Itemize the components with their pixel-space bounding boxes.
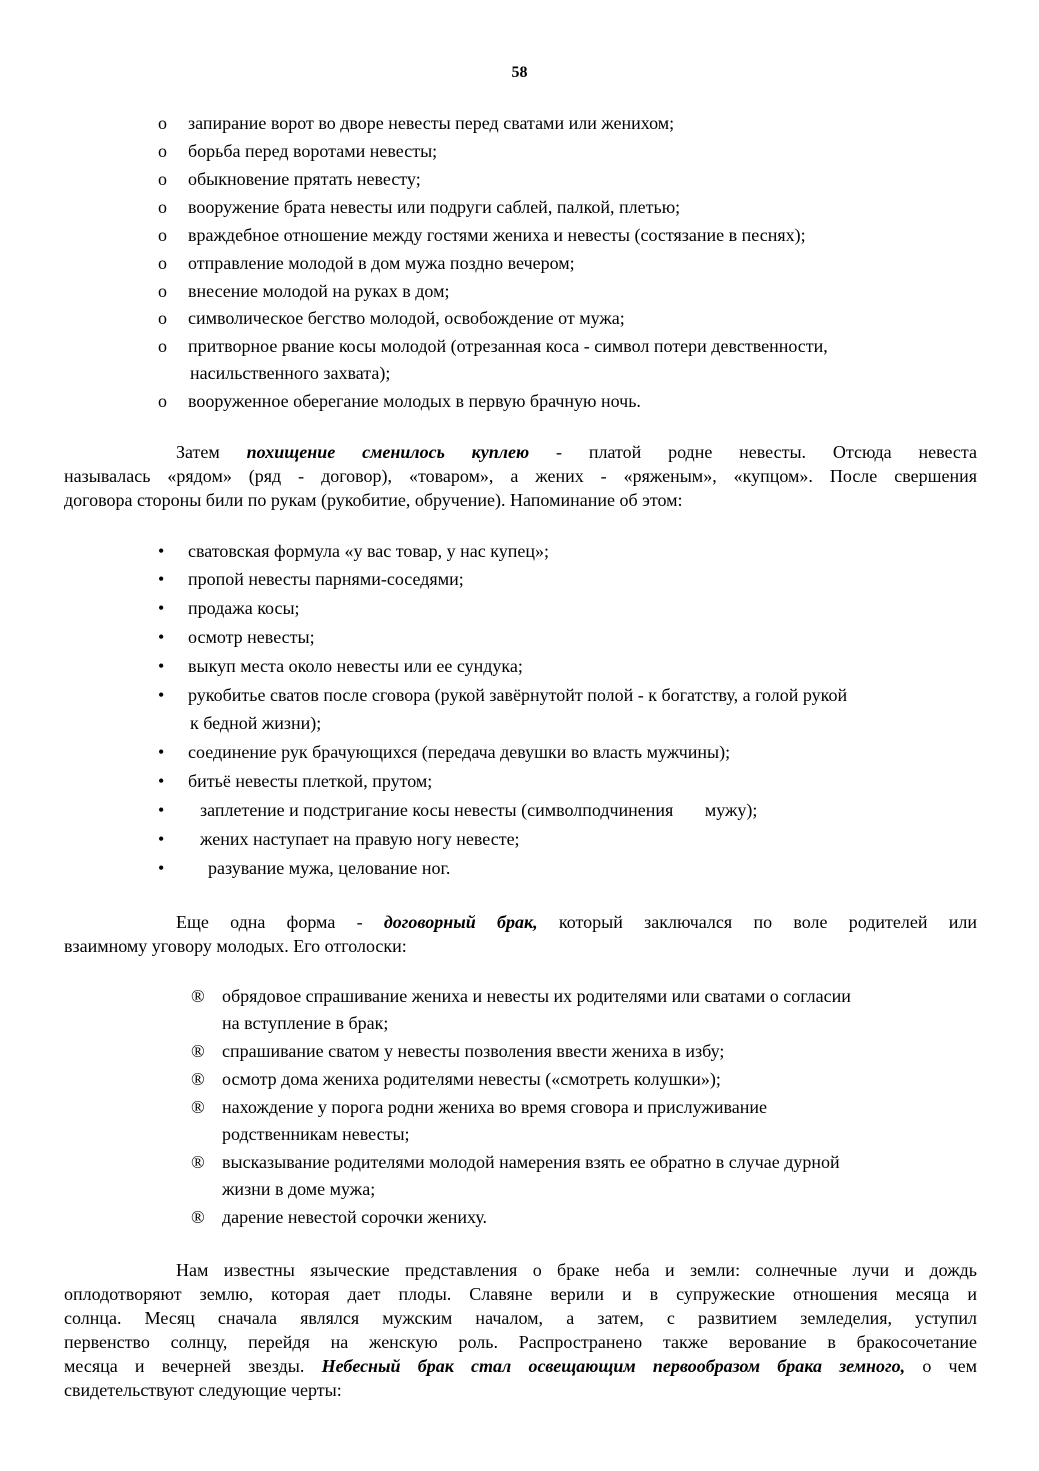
- paragraph: [64, 440, 977, 512]
- list-marker: o: [158, 281, 167, 301]
- list-marker: •: [158, 541, 165, 561]
- list-marker: o: [158, 391, 167, 411]
- list-item-text: заплетение и подстригание косы невесты (символподчинения мужу);: [200, 800, 758, 820]
- list-item-text: вооруженное оберегание молодых в первую брачную ночь.: [188, 391, 641, 411]
- list-item-continuation: родственникам невесты;: [222, 1124, 410, 1144]
- list-marker: •: [158, 829, 165, 849]
- list-marker: o: [158, 253, 167, 273]
- list-marker: ®: [191, 1207, 205, 1227]
- list-marker: •: [158, 858, 165, 878]
- paragraph-line: солнца. Месяц сначала являлся мужским началом, а затем, с развитием земледелия, уступил: [64, 1308, 977, 1328]
- paragraph-line: первенство солнцу, перейдя на женскую роль. Распространено также верование в бракосочетание: [64, 1332, 977, 1352]
- list-item-text: обыкновение прятать невесту;: [188, 169, 421, 189]
- list-marker: ®: [191, 1041, 205, 1061]
- list-item-text: запирание ворот во дворе невесты перед сватами или женихом;: [188, 113, 675, 133]
- list-item-text: осмотр невесты;: [188, 627, 315, 647]
- list-item-text: вооружение брата невесты или подруги саблей, палкой, плетью;: [188, 197, 681, 217]
- list-item-text: нахождение у порога родни жениха во время сговора и прислуживание: [222, 1097, 767, 1117]
- text-run: который заключался по воле родителей или: [537, 912, 977, 932]
- paragraph: [64, 910, 977, 958]
- list-item-continuation: на вступление в брак;: [222, 1013, 389, 1033]
- paragraph-line: оплодотворяют землю, которая дает плоды. Славяне верили и в супружеские отношения месяца и: [64, 1284, 977, 1304]
- list-marker: •: [158, 627, 165, 647]
- list-item-text: отправление молодой в дом мужа поздно вечером;: [188, 253, 575, 273]
- list-marker: o: [158, 113, 167, 133]
- list-item-text: продажа косы;: [188, 598, 300, 618]
- list-item-text: соединение рук брачующихся (передача девушки во власть мужчины);: [188, 742, 731, 762]
- list-item-text: притворное рвание косы молодой (отрезанная коса - символ потери девственности,: [188, 336, 828, 356]
- emphasis-text: договорный брак,: [383, 912, 538, 932]
- list-marker: ®: [191, 1069, 205, 1089]
- list-item-text: спрашивание сватом у невесты позволения ввести жениха в избу;: [222, 1041, 725, 1061]
- list-item-text: враждебное отношение между гостями жениха и невесты (состязание в песнях);: [188, 225, 806, 245]
- list-item-text: обрядовое спрашивание жениха и невесты их родителями или сватами о согласии: [222, 986, 851, 1006]
- text-run: Еще одна форма -: [176, 912, 384, 932]
- emphasis-text: похищение сменилось куплею: [246, 442, 530, 462]
- list-marker: •: [158, 569, 165, 589]
- list-item-text: борьба перед воротами невесты;: [188, 141, 438, 161]
- list-item-text: внесение молодой на руках в дом;: [188, 281, 450, 301]
- text-run: месяца и вечерней звезды.: [64, 1356, 322, 1376]
- list-marker: •: [158, 656, 165, 676]
- paragraph-line: Нам известны языческие представления о браке неба и земли: солнечные лучи и дождь: [176, 1260, 977, 1280]
- list-item-text: рукобитье сватов после сговора (рукой завёрнутойт полой - к богатству, а голой рукой: [188, 685, 848, 705]
- list-item-text: дарение невестой сорочки жениху.: [222, 1207, 488, 1227]
- paragraph: [64, 1258, 977, 1402]
- list-item-continuation: жизни в доме мужа;: [222, 1179, 376, 1199]
- list-item-text: осмотр дома жениха родителями невесты («смотреть колушки»);: [222, 1069, 721, 1089]
- paragraph-line: [64, 440, 977, 464]
- emphasis-text: Небесный брак стал освещающим первообразом брака земного,: [321, 1356, 906, 1376]
- list-item-continuation: к бедной жизни);: [190, 713, 322, 733]
- list-marker: o: [158, 197, 167, 217]
- list-marker: o: [158, 336, 167, 356]
- list-item-continuation: насильственного захвата);: [190, 363, 391, 383]
- list-marker: o: [158, 141, 167, 161]
- list-item-text: жених наступает на правую ногу невесте;: [200, 829, 520, 849]
- list-item-text: пропой невесты парнями-соседями;: [188, 569, 464, 589]
- list-item-text: разувание мужа, целование ног.: [208, 858, 451, 878]
- list-marker: ®: [191, 1152, 205, 1172]
- paragraph-line: взаимному уговору молодых. Его отголоски:: [64, 936, 407, 956]
- paragraph-line: свидетельствуют следующие черты:: [64, 1380, 342, 1400]
- list-marker: •: [158, 685, 165, 705]
- list-marker: •: [158, 800, 165, 820]
- list-item-text: высказывание родителями молодой намерения взять ее обратно в случае дурной: [222, 1152, 840, 1172]
- page-number: 58: [511, 64, 528, 81]
- text-run: - платой родне невесты. Отсюда невеста: [529, 442, 977, 462]
- list-marker: •: [158, 742, 165, 762]
- list-marker: ®: [191, 1097, 205, 1117]
- list-item-text: символическое бегство молодой, освобождение от мужа;: [188, 308, 625, 328]
- list-item-text: выкуп места около невесты или ее сундука;: [188, 656, 523, 676]
- text-run: о чем: [905, 1356, 977, 1376]
- paragraph-line: [64, 1354, 977, 1378]
- list-item-text: сватовская формула «у вас товар, у нас купец»;: [188, 541, 549, 561]
- list-marker: •: [158, 771, 165, 791]
- list-marker: o: [158, 308, 167, 328]
- list-marker: o: [158, 225, 167, 245]
- list-marker: o: [158, 169, 167, 189]
- paragraph-line: называлась «рядом» (ряд - договор), «товаром», а жених - «ряженым», «купцом». После свершения: [64, 466, 977, 486]
- list-marker: ®: [191, 986, 205, 1006]
- list-marker: •: [158, 598, 165, 618]
- paragraph-line: договора стороны били по рукам (рукобитие, обручение). Напоминание об этом:: [64, 490, 683, 510]
- text-run: Затем: [176, 442, 247, 462]
- paragraph-line: [64, 910, 977, 934]
- list-item-text: битьё невесты плеткой, прутом;: [188, 771, 433, 791]
